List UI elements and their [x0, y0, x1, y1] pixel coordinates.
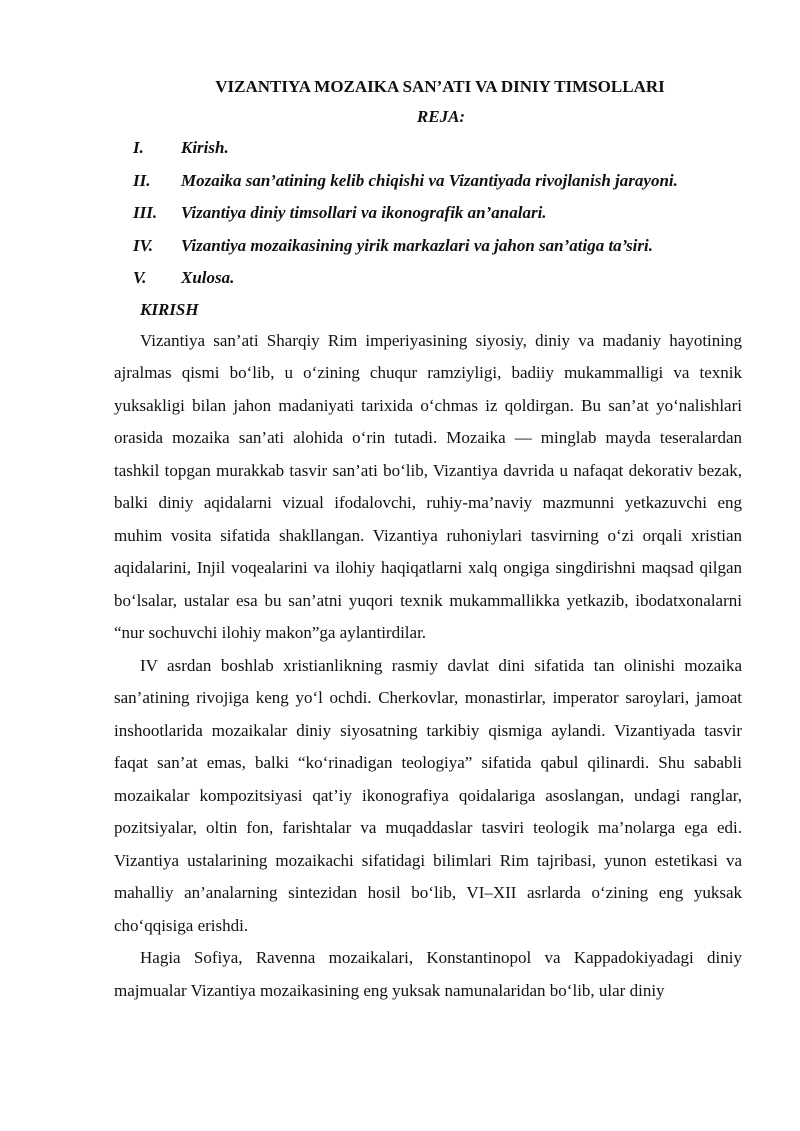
plan-item [114, 132, 742, 165]
plan-item [114, 262, 742, 295]
plan-item [114, 197, 742, 230]
plan-item-text: Vizantiya diniy timsollari va ikonografik an’analari. [181, 203, 547, 222]
body-paragraph: Vizantiya san’ati Sharqiy Rim imperiyasining siyosiy, diniy va madaniy hayotining ajralmas qismi bo‘lib, u o‘zining chuqur ramziyligi, badiiy mukammalligi va texnik yuksakligi bilan jahon madaniyati tarixida o‘chmas iz qoldirgan. Bu san’at yo‘nalishlari orasida mozaika san’ati alohida o‘rin tutadi. Mozaika — minglab mayda teseralardan tashkil topgan murakkab tasvir san’ati bo‘lib, Vizantiya davrida u nafaqat dekorativ bezak, balki diniy aqidalarni vizual ifodalovchi, ruhiy-ma’naviy mazmunni yetkazuvchi eng muhim vosita sifatida shakllangan. Vizantiya ruhoniylari tasvirning o‘zi orqali xristian aqidalarini, Injil voqealarini va ilohiy haqiqatlarni xalq ongiga singdirishni maqsad qilgan bo‘lsalar, ustalar esa bu san’atni yuqori texnik mukammallikka yetkazib, ibodatxonalarni “nur sochuvchi ilohiy makon”ga aylantirdilar. [114, 330, 742, 642]
plan-heading: REJA: [416, 107, 466, 126]
plan-item-text: Vizantiya mozaikasining yirik markazlari va jahon san’atiga ta’siri. [181, 235, 653, 255]
plan-item-number: III. [133, 203, 158, 222]
document-page [114, 74, 742, 1007]
plan-item-number: V. [133, 268, 147, 287]
section-heading-kirish: KIRISH [140, 299, 199, 319]
plan-item [114, 165, 742, 198]
body-paragraph: IV asrdan boshlab xristianlikning rasmiy davlat dini sifatida tan olinishi mozaika san’atining rivojiga keng yo‘l ochdi. Cherkovlar, monastirlar, imperator saroylari, jamoat inshootlarida mozaikalar diniy siyosatning tarkibiy qismiga aylandi. Vizantiyada tasvir faqat san’at emas, balki “ko‘rinadigan teologiya” sifatida qabul qilinardi. Shu sababli mozaikalar kompozitsiyasi qat’iy ikonografiya qoidalariga asoslangan, undagi ranglar, pozitsiyalar, oltin fon, farishtalar va muqaddaslar tasviri teologik ma’nolarga ega edi. Vizantiya ustalarining mozaikachi sifatidagi bilimlari Rim tajribasi, yunon estetikasi va mahalliy an’analarning sintezidan hosil bo‘lib, VI–XII asrlarda o‘zining eng yuksak cho‘qqisiga erishdi. [114, 655, 742, 935]
document-title: VIZANTIYA MOZAIKA SAN’ATI VA DINIY TIMSOLLARI [215, 77, 665, 96]
plan-item [114, 230, 742, 263]
plan-item-number: II. [133, 170, 151, 190]
plan-item-text: Kirish. [181, 138, 229, 157]
plan-list [114, 132, 742, 295]
plan-item-number: I. [133, 138, 144, 157]
plan-item-number: IV. [133, 235, 154, 255]
body-paragraph: Hagia Sofiya, Ravenna mozaikalari, Konstantinopol va Kappadokiyadagi diniy majmualar Vizantiya mozaikasining eng yuksak namunalaridan bo‘lib, ular diniy [114, 948, 742, 1000]
plan-item-text: Xulosa. [181, 268, 235, 287]
plan-item-text: Mozaika san’atining kelib chiqishi va Vizantiyada rivojlanish jarayoni. [181, 170, 678, 190]
